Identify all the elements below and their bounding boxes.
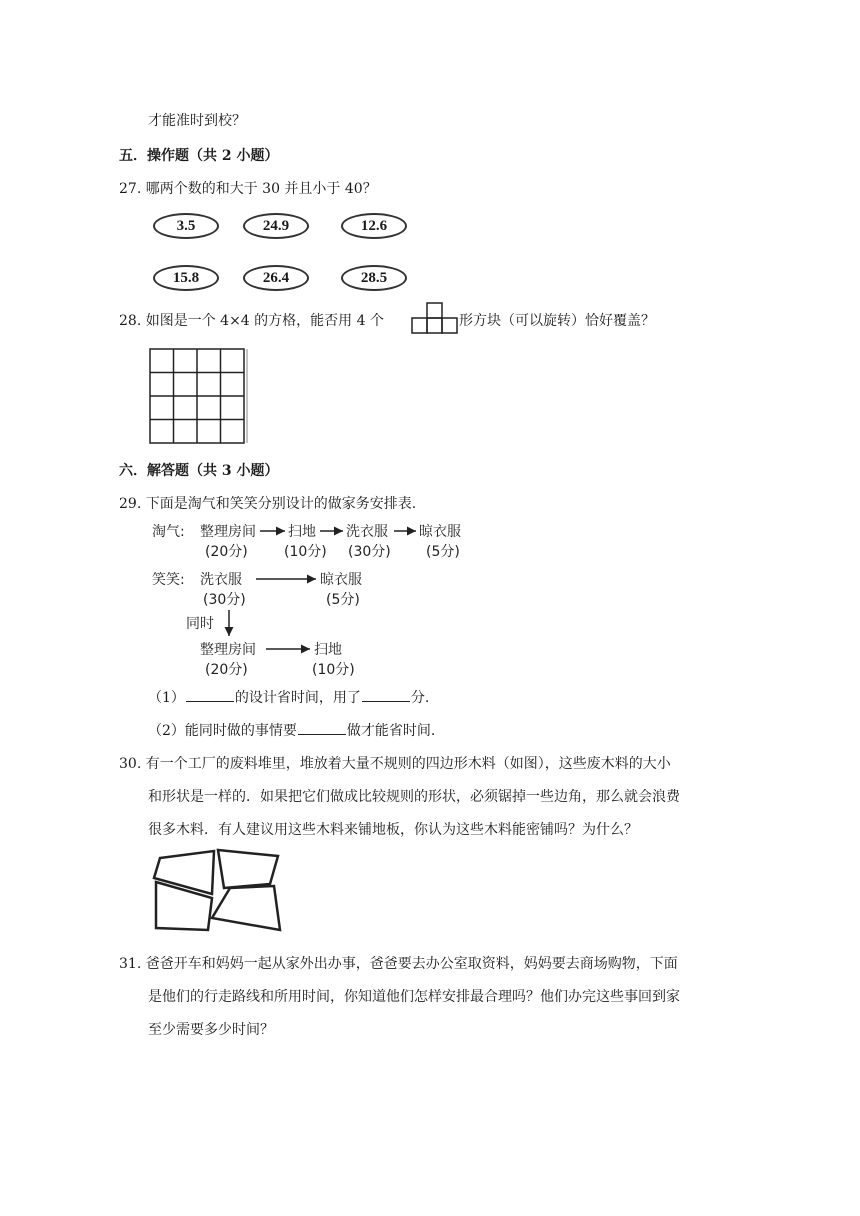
grid-4x4-figure (148, 347, 250, 445)
number-oval: 26.4 (243, 265, 309, 291)
task-tidy-room: 整理房间 (200, 524, 256, 540)
question-29 (119, 494, 416, 514)
sub-question-text: 分. (410, 690, 430, 706)
time-10min: (10分) (284, 544, 327, 560)
task-tidy-room: 整理房间 (200, 642, 256, 658)
question-31-line2: 是他们的行走路线和所用时间，你知道他们怎样安排最合理吗？他们办完这些事回到家 (148, 989, 680, 1005)
question-30-line1 (119, 754, 671, 774)
question-text: 哪两个数的和大于 30 并且小于 40？ (145, 181, 377, 197)
simultaneous-label: 同时 (186, 616, 214, 632)
question-30-line3: 很多木料．有人建议用这些木料来铺地板，你认为这些木料能密铺吗？为什么？ (148, 822, 638, 838)
question-number: 31. (119, 956, 142, 972)
question-number: 30. (119, 756, 142, 772)
section-six-title: 六．解答题（共 3 小题） (119, 463, 279, 479)
time-5min: (5分) (426, 544, 460, 560)
sub-question-text: 的设计省时间，用了 (234, 690, 361, 706)
question-28-part2: 形方块（可以旋转）恰好覆盖？ (459, 313, 655, 329)
question-28-part1 (119, 311, 384, 331)
question-31-line1 (119, 954, 678, 974)
task-sweep: 扫地 (314, 642, 342, 658)
t-tetromino-figure (411, 302, 459, 335)
time-10min: (10分) (312, 662, 355, 676)
sub-question-text: （2）能同时做的事情要 (148, 723, 297, 739)
sub-question-text: 做才能省时间. (346, 723, 436, 739)
task-hang-clothes: 晾衣服 (320, 572, 362, 588)
question-30-line2: 和形状是一样的．如果把它们做成比较规则的形状，必须锯掉一些边角，那么就会浪费 (148, 789, 680, 805)
task-wash-clothes: 洗衣服 (346, 524, 388, 540)
previous-question-tail: 才能准时到校？ (148, 113, 246, 129)
number-oval: 3.5 (153, 213, 219, 239)
xiaoxiao-label: 笑笑: (152, 572, 185, 588)
time-30min: (30分) (348, 544, 391, 560)
question-number: 29. (119, 496, 142, 512)
task-sweep: 扫地 (288, 524, 316, 540)
time-20min: (20分) (205, 544, 248, 560)
quadrilateral-tiles-figure (150, 846, 290, 936)
task-hang-clothes: 晾衣服 (419, 524, 461, 540)
answer-blank[interactable] (362, 687, 410, 702)
number-oval: 12.6 (341, 213, 407, 239)
sub-question-label: （1） (148, 690, 185, 706)
question-text: 有一个工厂的废料堆里，堆放着大量不规则的四边形木料（如图），这些废木料的大小 (145, 756, 671, 772)
number-oval: 24.9 (243, 213, 309, 239)
question-text: 下面是淘气和笑笑分别设计的做家务安排表. (145, 496, 417, 512)
time-20min: (20分) (205, 662, 248, 676)
task-wash-clothes: 洗衣服 (200, 572, 242, 588)
number-oval: 15.8 (153, 265, 219, 291)
question-29-sub1 (148, 687, 429, 708)
taoqi-label: 淘气: (152, 524, 185, 540)
answer-blank[interactable] (298, 720, 346, 735)
answer-blank[interactable] (186, 687, 234, 702)
question-29-sub2 (148, 720, 435, 741)
question-number: 27. (119, 181, 142, 197)
question-text: 如图是一个 4×4 的方格，能否用 4 个 (145, 313, 384, 329)
section-five-title: 五．操作题（共 2 小题） (119, 148, 279, 164)
question-number: 28. (119, 313, 142, 329)
number-oval: 28.5 (341, 265, 407, 291)
time-30min: (30分) (203, 592, 246, 608)
time-5min: (5分) (326, 592, 360, 608)
question-27 (119, 179, 377, 199)
question-31-line3: 至少需要多少时间？ (148, 1022, 274, 1038)
housework-schedule-figure (148, 518, 478, 676)
question-text: 爸爸开车和妈妈一起从家外出办事，爸爸要去办公室取资料，妈妈要去商场购物，下面 (145, 956, 678, 972)
